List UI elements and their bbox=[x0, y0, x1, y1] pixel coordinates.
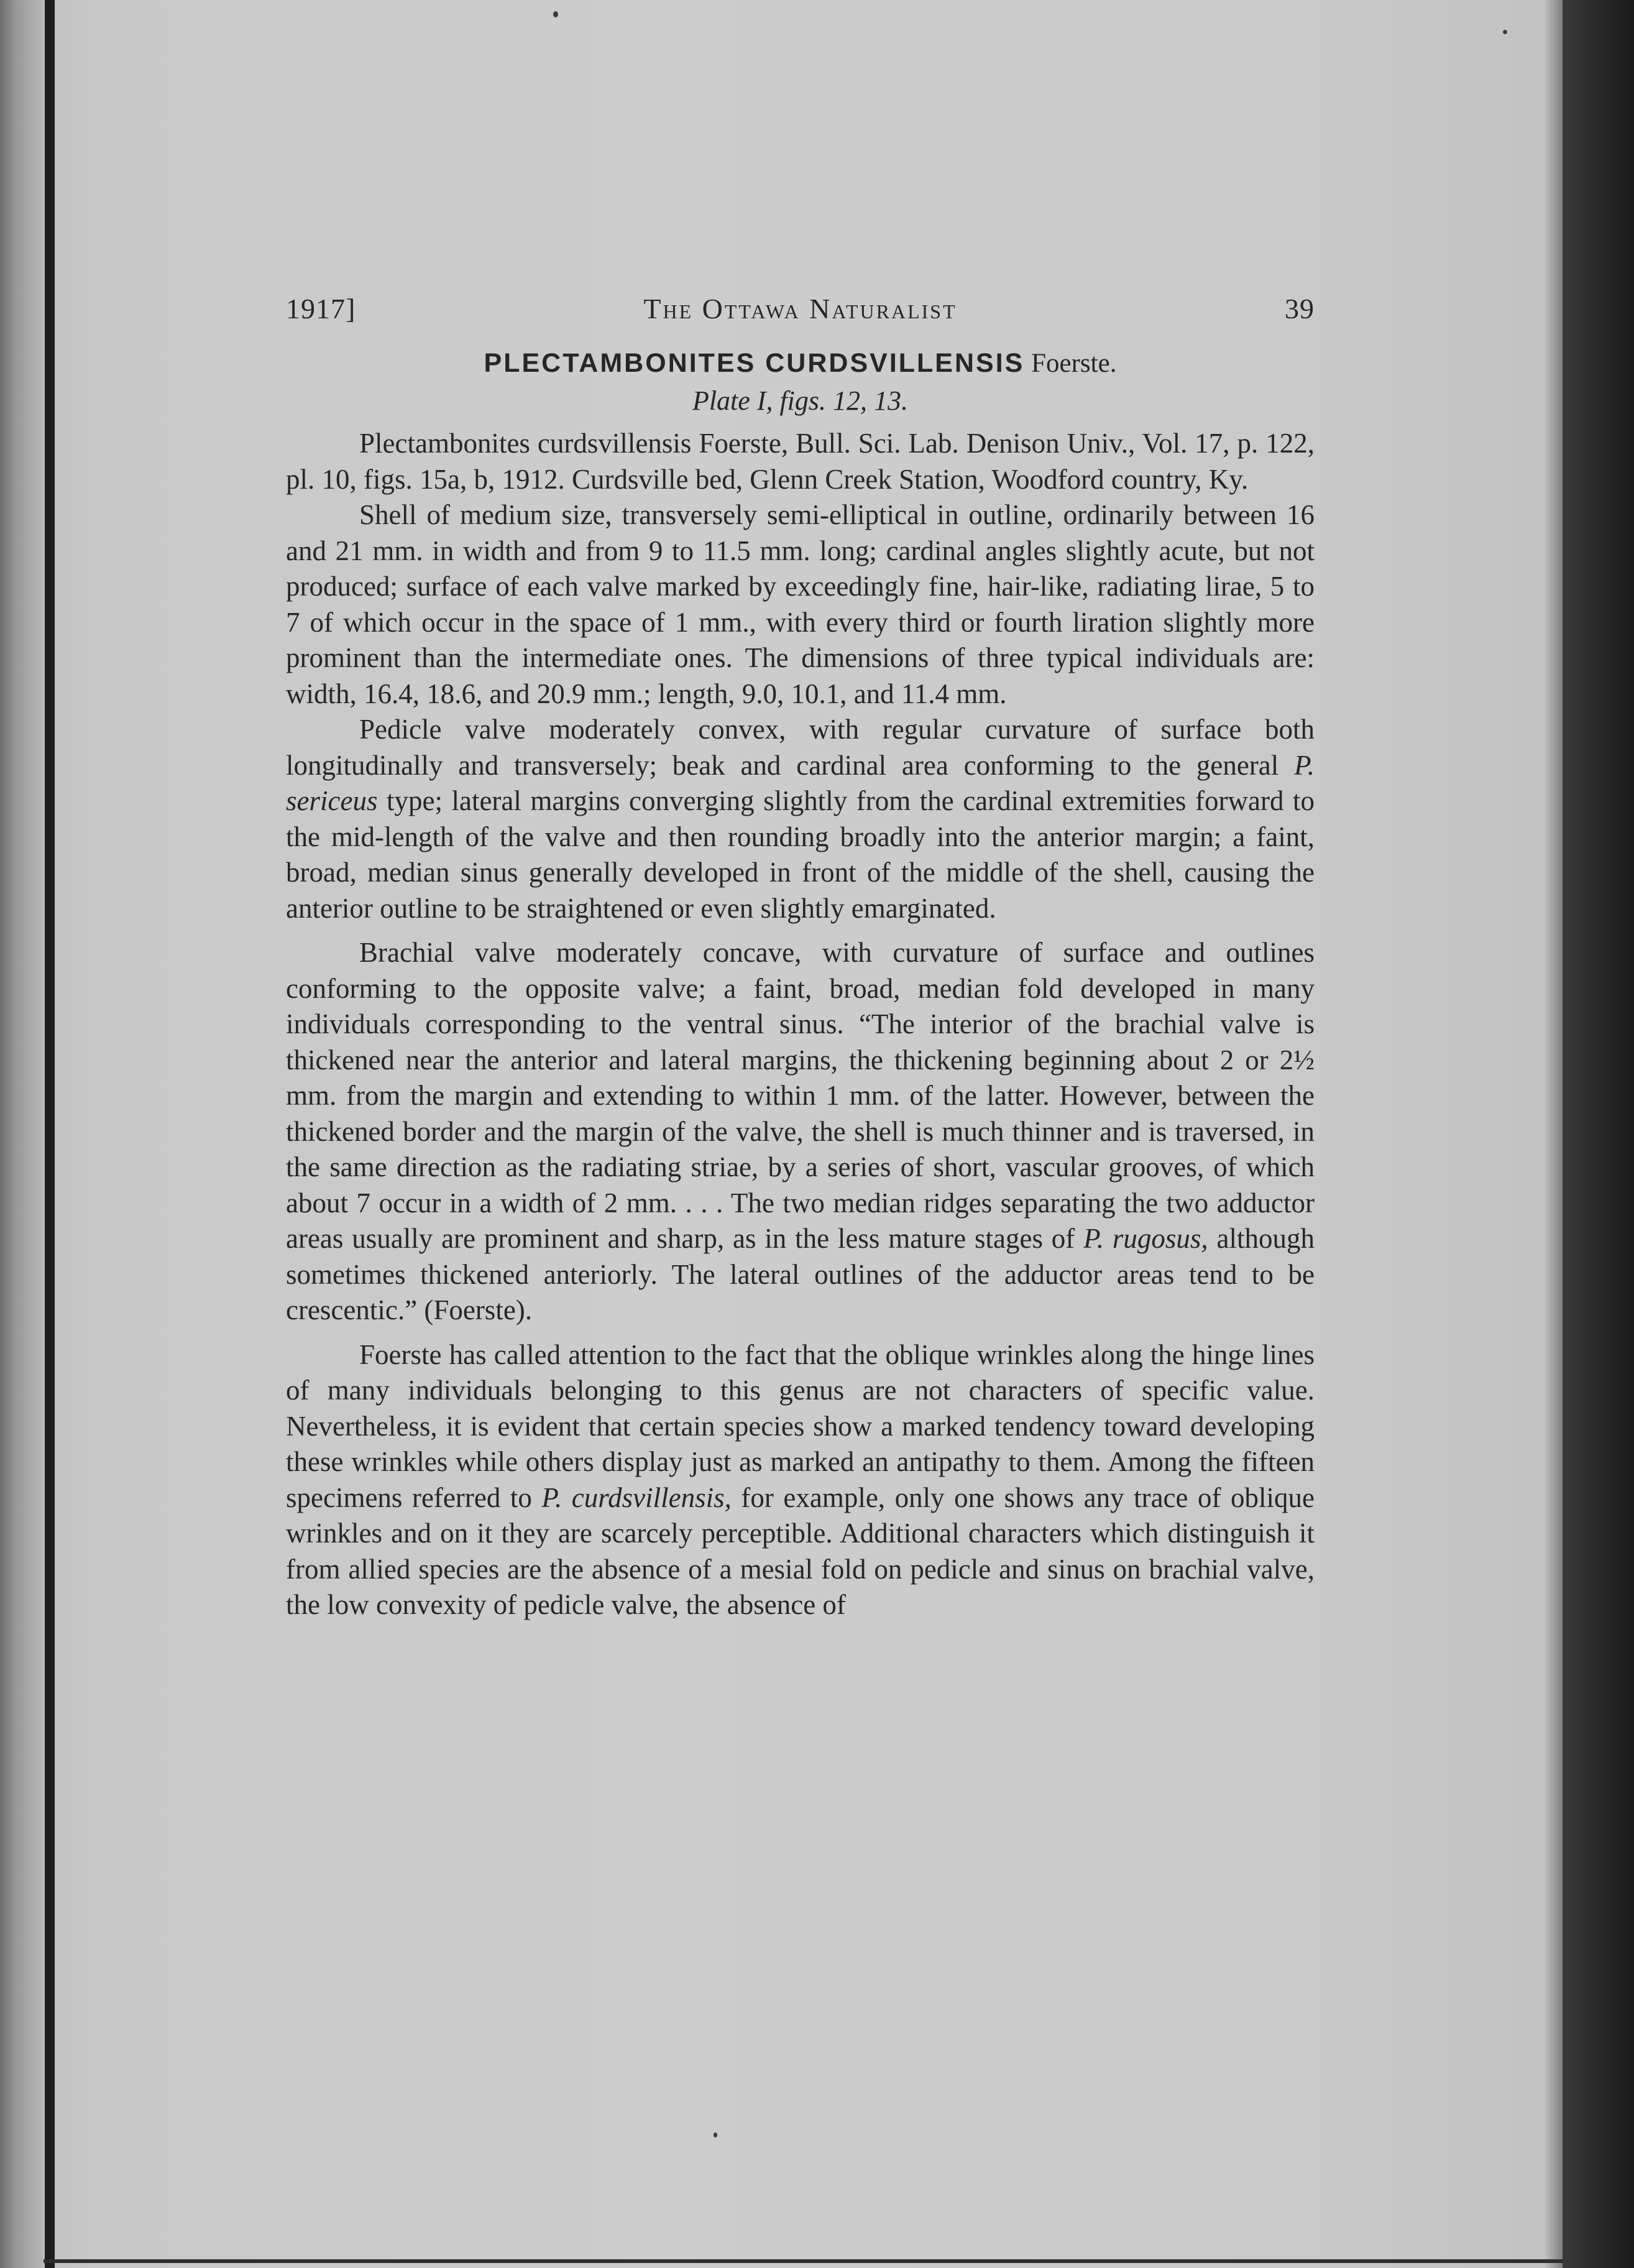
discussion-paragraph bbox=[286, 1337, 1315, 1623]
shell-description-paragraph: Shell of medium size, transversely semi-elliptical in outline, ordinarily between 16 and 21 mm. in width and from 9 to 11.5 mm. long; cardinal angles slightly acute, but not produced; surface of each valve marked by exceedingly fine, hair-like, radiating lirae, 5 to 7 of which occur in the space of 1 mm., with every third or fourth liration slightly more prominent than the intermediate ones. The dimensions of three typical individuals are: width, 16.4, 18.6, and 20.9 mm.; length, 9.0, 10.1, and 11.4 mm. bbox=[286, 499, 1315, 709]
synonymy-paragraph: Plectambonites curdsvillensis Foerste, Bull. Sci. Lab. Denison Univ., Vol. 17, p. 122, pl. 10, figs. 15a, b, 1912. Curdsville bed, Glenn Creek Station, Woodford country, Ky. bbox=[286, 428, 1315, 495]
text-run: for example, only one shows any trace of oblique wrinkles and on it they are scarcely perceptible. Additional characters which distinguish it from allied species are the absence of a mesial fold on pedicle and sinus on brachial valve, the low convexity of pedicle valve, the absence of bbox=[286, 1482, 1315, 1620]
running-head-title: The Ottawa Naturalist bbox=[643, 293, 957, 325]
plate-reference: Plate I, figs. 12, 13. bbox=[692, 385, 909, 416]
text-run: Foerste has called attention to the fact that the oblique wrinkles along the hinge lines of many individuals belonging to this genus are not characters of specific value. Nevertheless, it is evident that certain species show a marked tendency toward developing these wrinkles while others display just as marked an antipathy to them. Among the fifteen specimens referred to bbox=[286, 1339, 1315, 1513]
right-shadow bbox=[1544, 0, 1563, 2268]
species-author: Foerste. bbox=[1031, 349, 1117, 378]
brachial-valve-paragraph bbox=[286, 935, 1315, 1329]
text-run: type; lateral margins converging slightly from the cardinal extremities forward to the mid-length of the valve and then rounding broadly into the anterior margin; a faint, broad, median sinus generally developed in front of the middle of the shell, causing the anterior outline to be straightened or even slightly emarginated. bbox=[286, 785, 1315, 924]
left-page-edge bbox=[0, 0, 44, 2268]
italic-taxon: P. sericeus bbox=[286, 749, 1315, 816]
text-run: although sometimes thickened anteriorly. The lateral outlines of the adductor areas tend to be crescentic.” (Foerste). bbox=[286, 1223, 1315, 1325]
italic-taxon: P. curdsvillensis, bbox=[541, 1482, 732, 1513]
page-content bbox=[286, 292, 1315, 1623]
dust-speck bbox=[1503, 30, 1507, 34]
left-binding-line bbox=[45, 0, 55, 2268]
page-number: 39 bbox=[1285, 293, 1315, 325]
text-run: Pedicle valve moderately convex, with regular curvature of surface both longitudinally and transversely; beak and cardinal area conforming to the general bbox=[286, 714, 1315, 781]
species-name: PLECTAMBONITES CURDSVILLENSIS bbox=[484, 348, 1025, 378]
italic-taxon: P. rugosus, bbox=[1083, 1223, 1208, 1254]
bottom-border-line bbox=[44, 2259, 1563, 2263]
pedicle-valve-paragraph bbox=[286, 712, 1315, 926]
running-head-year: 1917] bbox=[286, 293, 356, 325]
right-page-edge bbox=[1563, 0, 1634, 2268]
dust-speck bbox=[553, 11, 558, 17]
text-run: Brachial valve moderately concave, with curvature of surface and outlines conforming to the opposite valve; a faint, broad, median fold developed in many individuals corresponding to the ventral sinus. “The interior of the brachial valve is thickened near the anterior and lateral margins, the thickening beginning about 2 or 2½ mm. from the margin and extending to within 1 mm. of the latter. However, between the thickened border and the margin of the valve, the shell is much thinner and is traversed, in the same direction as the radiating striae, by a series of short, vascular grooves, of which about 7 occur in a width of 2 mm. . . . The two median ridges separating the two adductor areas usually are prominent and sharp, as in the less mature stages of bbox=[286, 937, 1315, 1254]
species-heading bbox=[286, 347, 1315, 380]
dust-speck bbox=[714, 2132, 717, 2137]
running-head bbox=[286, 292, 1315, 330]
